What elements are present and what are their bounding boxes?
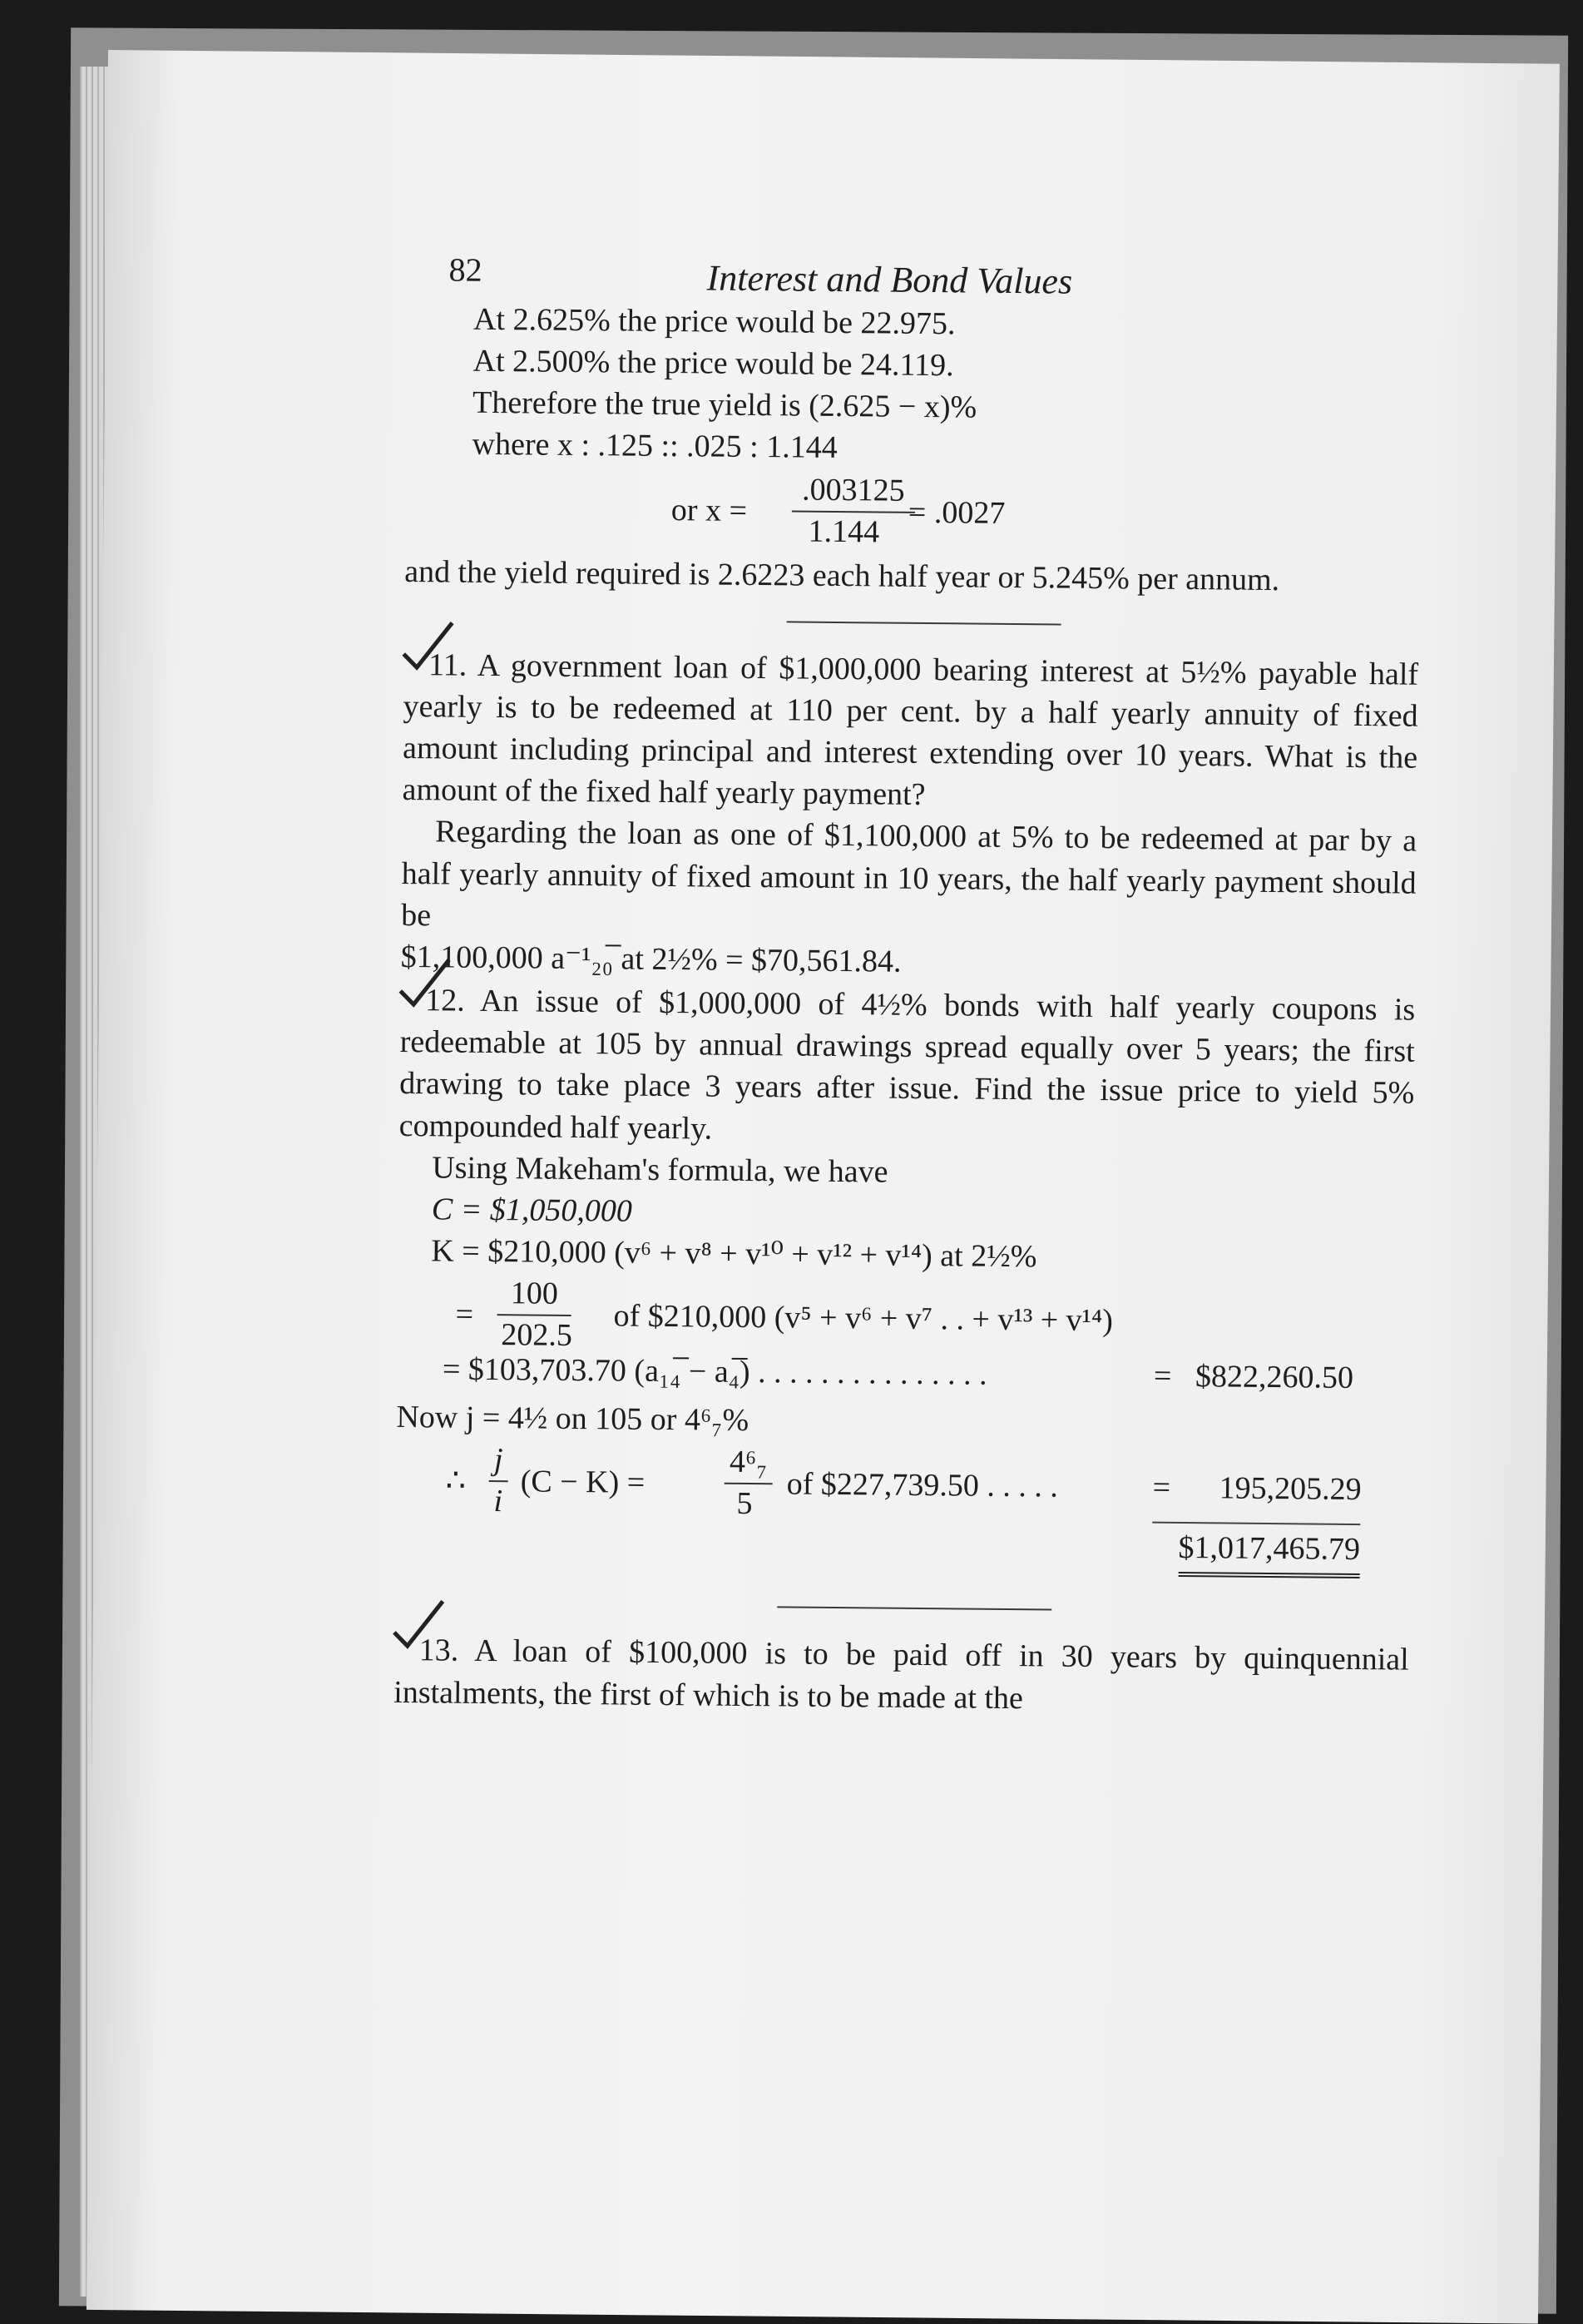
makeham-k-expansion: of $210,000 (v⁵ + v⁶ + v⁷ . . + v¹³ + v¹⁴)	[613, 1298, 1114, 1339]
checkmark-icon	[393, 956, 453, 1015]
coupon-value: of $227,739.50 . . . . .	[786, 1466, 1059, 1504]
problem-11	[401, 644, 1419, 988]
makeham-fraction-row	[397, 1271, 1412, 1358]
problem-11-answer: Regarding the loan as one of $1,100,000 at 5% to be redeemed at par by a half yearly annuity of fixed amount in 10 years, the half yearly payment should be	[401, 814, 1417, 934]
page-header	[407, 241, 1422, 310]
calc-line-3: Therefore the true yield is (2.625 − x)%	[472, 385, 977, 425]
therefore-sign: ∴	[445, 1463, 467, 1499]
section-divider	[777, 1607, 1051, 1611]
makeham-intro: Using Makeham's formula, we have	[432, 1149, 888, 1190]
fraction-result: = .0027	[908, 494, 1006, 531]
checkmark-icon	[388, 1598, 447, 1657]
calc-line-1: At 2.625% the price would be 22.975.	[472, 301, 956, 342]
problem-11-formula: $1,100,000 a⁻¹₂₀̅ at 2½% = $70,561.84.	[400, 939, 902, 979]
fraction-denominator: 1.144	[808, 513, 880, 550]
fraction-denominator: 5	[736, 1486, 753, 1522]
or-x-label: or x =	[670, 492, 748, 528]
makeham-j: Now j = 4½ on 105 or 4⁶₇%	[396, 1400, 749, 1439]
problem-12-number: 12.	[425, 983, 465, 1018]
page-number: 82	[448, 250, 482, 289]
section-divider	[787, 621, 1061, 625]
makeham-c: C = $1,050,000	[431, 1192, 633, 1229]
makeham-final-row	[395, 1438, 1411, 1524]
equals-sign: =	[1152, 1469, 1171, 1506]
fraction-x	[405, 465, 1421, 554]
equals-sign: =	[1153, 1358, 1172, 1395]
fraction-numerator: 100	[497, 1272, 571, 1316]
fraction-numerator: 4⁶₇	[725, 1441, 773, 1485]
problem-13-number: 13.	[418, 1633, 459, 1669]
fraction-denominator: 202.5	[501, 1317, 573, 1354]
calc-line-2: At 2.500% the price would be 24.119.	[472, 343, 954, 384]
issue-price-total: $1,017,465.79	[1178, 1527, 1360, 1578]
fraction-denominator: i	[493, 1484, 503, 1519]
problem-13-text: A loan of $100,000 is to be paid off in 30 years by quinquennial instalments, the first of which is to be made at the	[393, 1633, 1409, 1716]
checkmark-icon	[397, 619, 456, 678]
makeham-k-total: $822,260.50	[1195, 1359, 1354, 1396]
c-minus-k: (C − K) =	[520, 1464, 646, 1501]
makeham-k-value-row	[397, 1348, 1412, 1406]
yield-calculation	[404, 298, 1422, 602]
equals-sign: =	[455, 1296, 474, 1332]
calc-line-4: where x : .125 :: .025 : 1.144	[472, 427, 838, 466]
problem-12	[395, 979, 1416, 1579]
page-content	[388, 241, 1422, 2207]
grand-total-row	[1152, 1522, 1361, 1579]
makeham-k-value: = $103,703.70 (a₁₄̅ − a₄̅) . . . . . . . . . . . . . . .	[442, 1351, 987, 1392]
yield-conclusion: and the yield required is 2.6223 each half year or 5.245% per annum.	[403, 553, 1280, 597]
problem-11-text: A government loan of $1,000,000 bearing interest at 5½% payable half yearly is to be redeemed at 110 per cent. by a half yearly annuity of fixed amount including principal and interest extending over 10 years. What is the amount of the fixed half yearly payment?	[402, 647, 1419, 813]
problem-12-text: An issue of $1,000,000 of 4½% bonds with half yearly coupons is redeemable at 105 by annual drawings spread equally over 5 years; the first drawing to take place 3 years after issue. Find the issue price to yield 5% compounded half yearly.	[398, 983, 1416, 1147]
fraction-numerator: j	[489, 1439, 508, 1482]
coupon-total: 195,205.29	[1219, 1470, 1362, 1508]
makeham-k: K = $210,000 (v⁶ + v⁸ + v¹⁰ + v¹² + v¹⁴) at 2½%	[431, 1233, 1037, 1275]
problem-11-number: 11.	[428, 647, 467, 683]
problem-13	[393, 1629, 1409, 1722]
running-title: Interest and Bond Values	[706, 257, 1073, 302]
fraction-numerator: .003125	[792, 468, 915, 513]
